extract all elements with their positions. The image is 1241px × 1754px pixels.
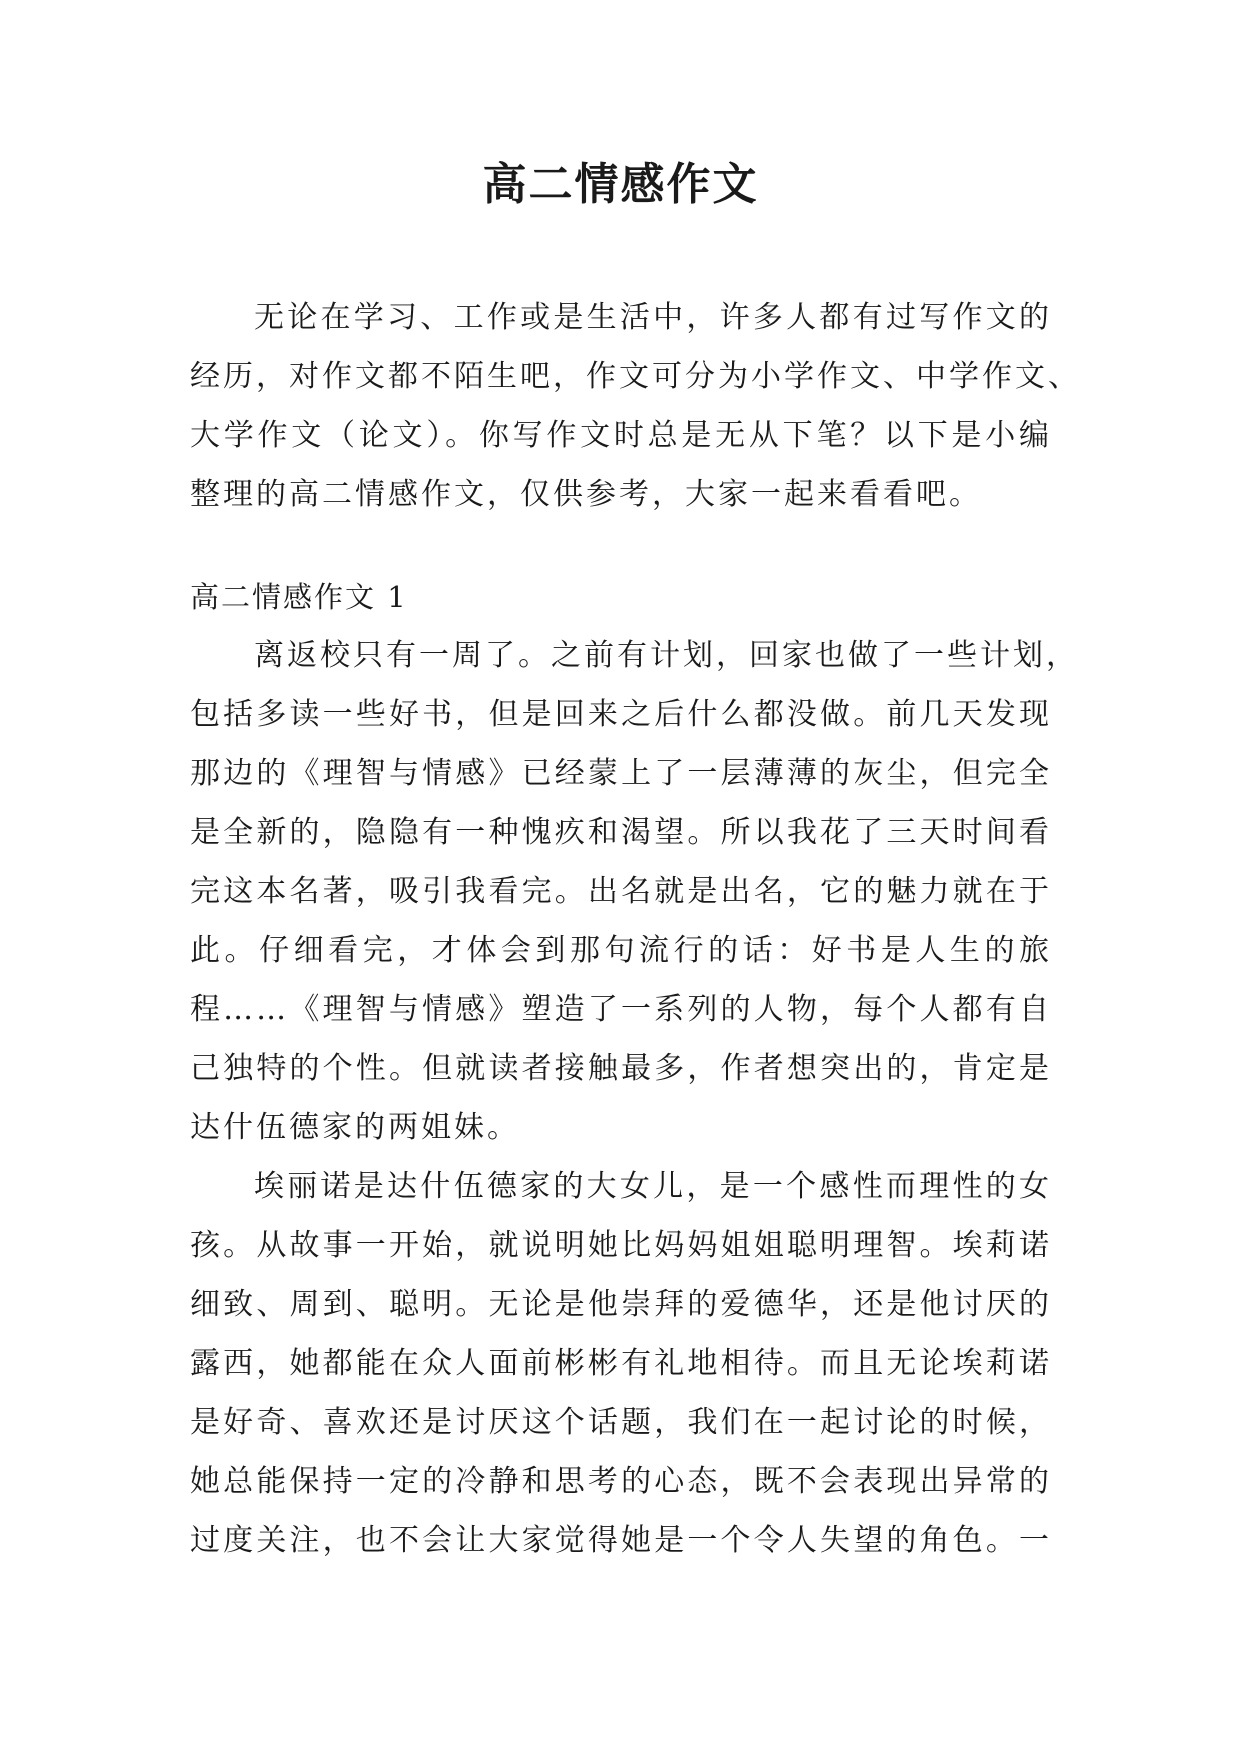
text-line: 包括多读一些好书，但是回来之后什么都没做。前几天发现: [190, 697, 1052, 732]
text-line: 过度关注，也不会让大家觉得她是一个令人失望的角色。一: [190, 1523, 1052, 1558]
text-line: 整理的高二情感作文，仅供参考，大家一起来看看吧。: [190, 477, 982, 512]
text-line: 程……《理智与情感》塑造了一系列的人物，每个人都有自: [190, 992, 1052, 1027]
text-line: 完这本名著，吸引我看完。出名就是出名，它的魅力就在于: [190, 874, 1052, 909]
text-line: 她总能保持一定的冷静和思考的心态，既不会表现出异常的: [190, 1464, 1052, 1499]
text-line: 孩。从故事一开始，就说明她比妈妈姐姐聪明理智。埃莉诺: [190, 1228, 1052, 1263]
text-line: 大学作文（论文）。你写作文时总是无从下笔？以下是小编: [190, 418, 1052, 453]
text-line: 此。仔细看完，才体会到那句流行的话：好书是人生的旅: [190, 933, 1052, 968]
text-line: 是好奇、喜欢还是讨厌这个话题，我们在一起讨论的时候，: [190, 1405, 1052, 1440]
intro-paragraph: [190, 288, 1081, 524]
text-line: 是全新的，隐隐有一种愧疚和渴望。所以我花了三天时间看: [190, 815, 1052, 850]
text-line: 细致、周到、聪明。无论是他崇拜的爱德华，还是他讨厌的: [190, 1287, 1052, 1322]
text-line: 露西，她都能在众人面前彬彬有礼地相待。而且无论埃莉诺: [190, 1346, 1052, 1381]
text-line: 那边的《理智与情感》已经蒙上了一层薄薄的灰尘，但完全: [190, 756, 1052, 791]
document-body: [190, 288, 1081, 1570]
text-line: 己独特的个性。但就读者接触最多，作者想突出的，肯定是: [190, 1051, 1052, 1086]
text-line: 埃丽诺是达什伍德家的大女儿，是一个感性而理性的女: [254, 1169, 1052, 1204]
section-heading: 高二情感作文 1: [190, 580, 408, 614]
text-line: 无论在学习、工作或是生活中，许多人都有过写作文的: [254, 300, 1052, 335]
page-title: 高二情感作文: [482, 159, 759, 210]
paragraph-2: [190, 1157, 1052, 1570]
text-line: 经历，对作文都不陌生吧，作文可分为小学作文、中学作文、: [190, 359, 1081, 394]
text-line: 离返校只有一周了。之前有计划，回家也做了一些计划，: [254, 638, 1079, 673]
paragraph-1: [190, 626, 1079, 1157]
text-line: 达什伍德家的两姐妹。: [190, 1110, 520, 1145]
paragraph-gap: [190, 524, 1052, 568]
